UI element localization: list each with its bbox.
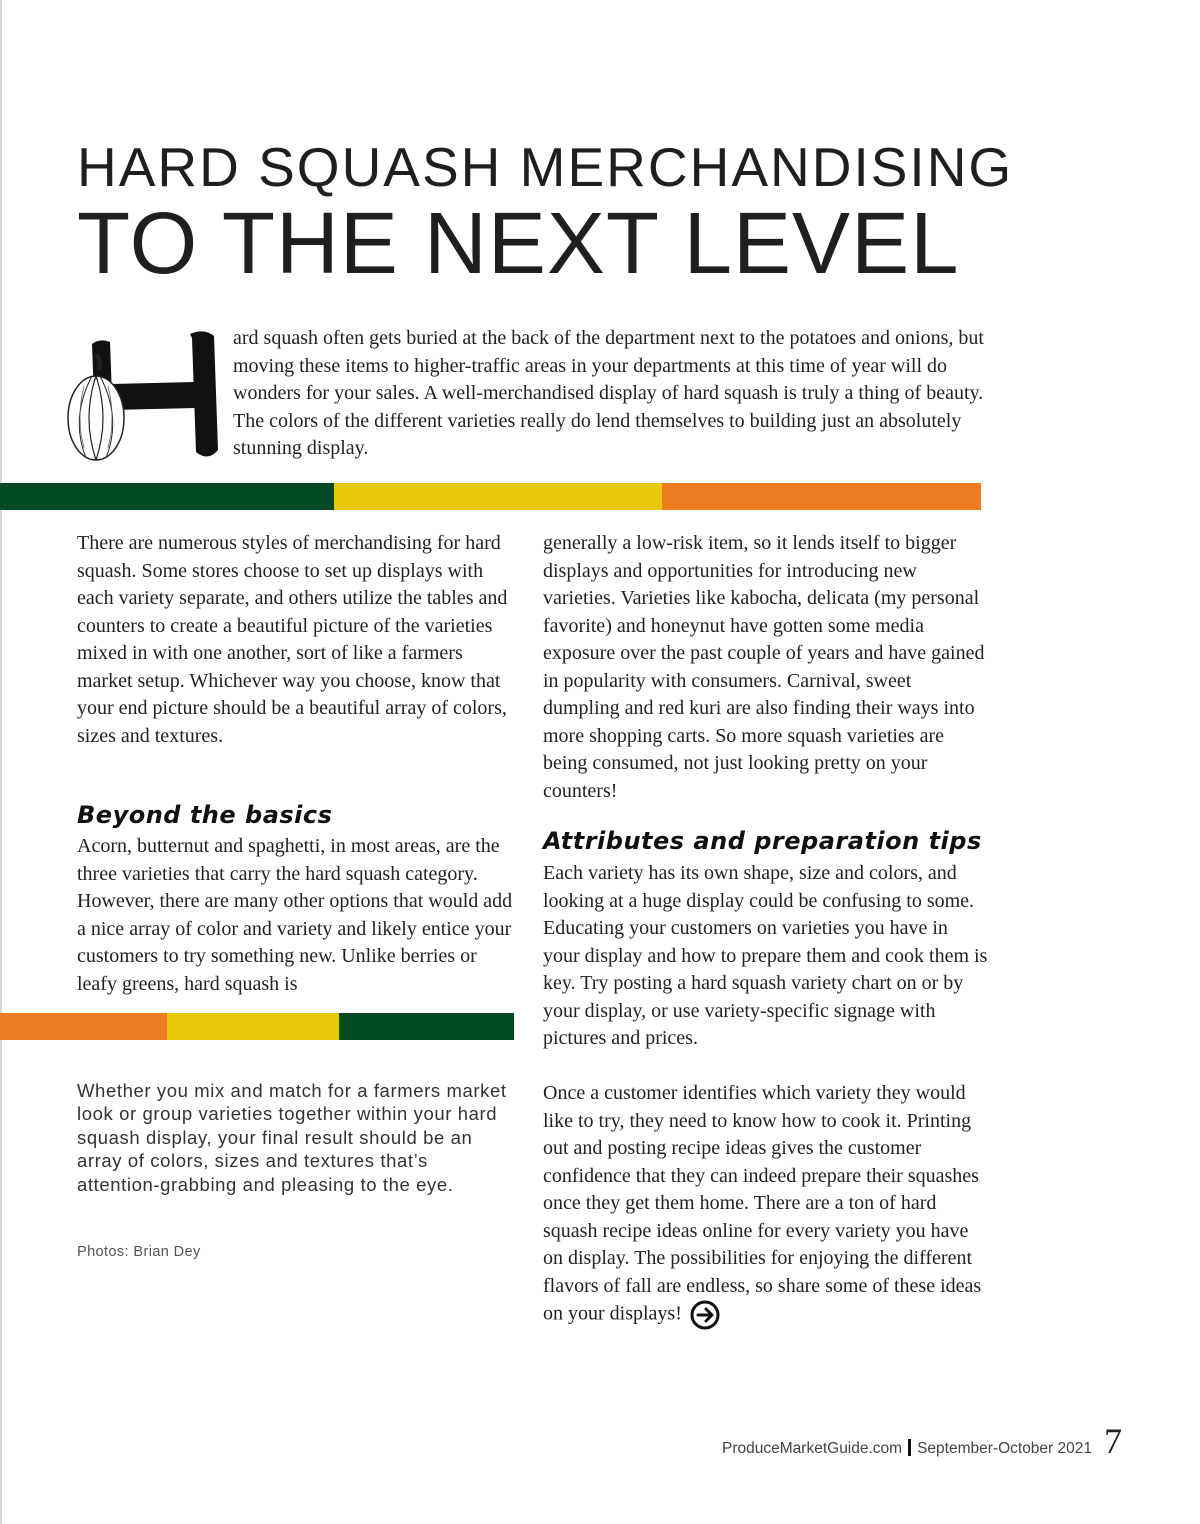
photo-credit: Photos: Brian Dey bbox=[77, 1244, 201, 1260]
left-column-paragraph-2 bbox=[77, 833, 517, 998]
intro-paragraph: ard squash often gets buried at the back of the department next to the potatoes and onions, but moving these items to higher-traffic areas in your departments at this time of year will do wonders for your sales. A well-merchandised display of hard squash is truly a thing of beauty. The colors of the different varieties really do lend themselves to building just an absolutely stunning display. bbox=[233, 327, 984, 459]
page-edge bbox=[0, 0, 2, 1524]
color-bar-segment-orange bbox=[0, 1013, 167, 1040]
footer-separator bbox=[908, 1439, 911, 1456]
arrow-right-circle-icon bbox=[690, 1300, 720, 1330]
drop-cap bbox=[62, 330, 222, 465]
subhead-attributes-and-preparation-tips: Attributes and preparation tips bbox=[543, 827, 982, 855]
footer-site: ProduceMarketGuide.com bbox=[722, 1440, 903, 1457]
paragraph bbox=[543, 1080, 988, 1330]
color-bar-segment-yellow bbox=[167, 1013, 339, 1040]
color-bar-segment-yellow bbox=[334, 483, 662, 510]
headline-line-1: HARD SQUASH MERCHANDISING bbox=[77, 136, 1014, 198]
photo-caption: Whether you mix and match for a farmers market look or group varieties together within your hard squash display, your final result should be an array of colors, sizes and textures that’s attention-grabbing and pleasing to the eye. bbox=[77, 1080, 507, 1195]
headline-line-2: TO THE NEXT LEVEL bbox=[77, 195, 960, 292]
paragraph: There are numerous styles of merchandising for hard squash. Some stores choose to set up displays with each variety separate, and others utilize the tables and counters to create a beautiful picture of the varieties mixed in with one another, sort of like a farmers market setup. Whichever way you choose, know that your end picture should be a beautiful array of colors, sizes and textures. bbox=[77, 532, 508, 747]
page-footer bbox=[722, 1420, 1122, 1462]
right-column-paragraph-3 bbox=[543, 1080, 988, 1330]
right-column-paragraph-1 bbox=[543, 530, 988, 805]
paragraph: Acorn, butternut and spaghetti, in most areas, are the three varieties that carry the hard squash category. However, there are many other options that would add a nice array of color and variety and likely entice your customers to try something new. Unlike berries or leafy greens, hard squash is bbox=[77, 835, 513, 995]
subhead-beyond-the-basics: Beyond the basics bbox=[77, 801, 333, 829]
color-bar-segment-orange bbox=[662, 483, 981, 510]
page-number: 7 bbox=[1104, 1421, 1122, 1461]
right-column-paragraph-2 bbox=[543, 860, 988, 1053]
drop-cap-h-glyph bbox=[62, 330, 222, 465]
paragraph: generally a low-risk item, so it lends itself to bigger displays and opportunities for introducing new varieties. Varieties like kabocha, delicata (my personal favorite) and honeynut have gotten some media exposure over the past couple of years and have gained in popularity with consumers. Carnival, sweet dumpling and red kuri are also finding their ways into more shopping carts. So more squash varieties are being consumed, not just looking pretty on your counters! bbox=[543, 532, 985, 802]
footer-issue: September-October 2021 bbox=[917, 1440, 1092, 1457]
color-bar-segment-green bbox=[0, 483, 334, 510]
color-bar-top bbox=[0, 483, 981, 510]
paragraph: Each variety has its own shape, size and colors, and looking at a huge display could be confusing to some. Educating your customers on varieties you have in your display and how to prepare them and cook them is key. Try posting a hard squash variety chart on or by your display, or use variety-specific signage with pictures and prices. bbox=[543, 862, 988, 1049]
left-column-paragraph-1 bbox=[77, 530, 517, 750]
paragraph-text: Once a customer identifies which variety they would like to try, they need to know how to cook it. Printing out and posting recipe ideas gives the customer confidence that they can indeed prepare their squashes once they get them home. There are a ton of hard squash recipe ideas online for every variety you have on display. The possibilities for enjoying the different flavors of fall are endless, so share some of these ideas on your displays! bbox=[543, 1082, 982, 1325]
color-bar-segment-green bbox=[339, 1013, 514, 1040]
color-bar-bottom bbox=[0, 1013, 514, 1040]
